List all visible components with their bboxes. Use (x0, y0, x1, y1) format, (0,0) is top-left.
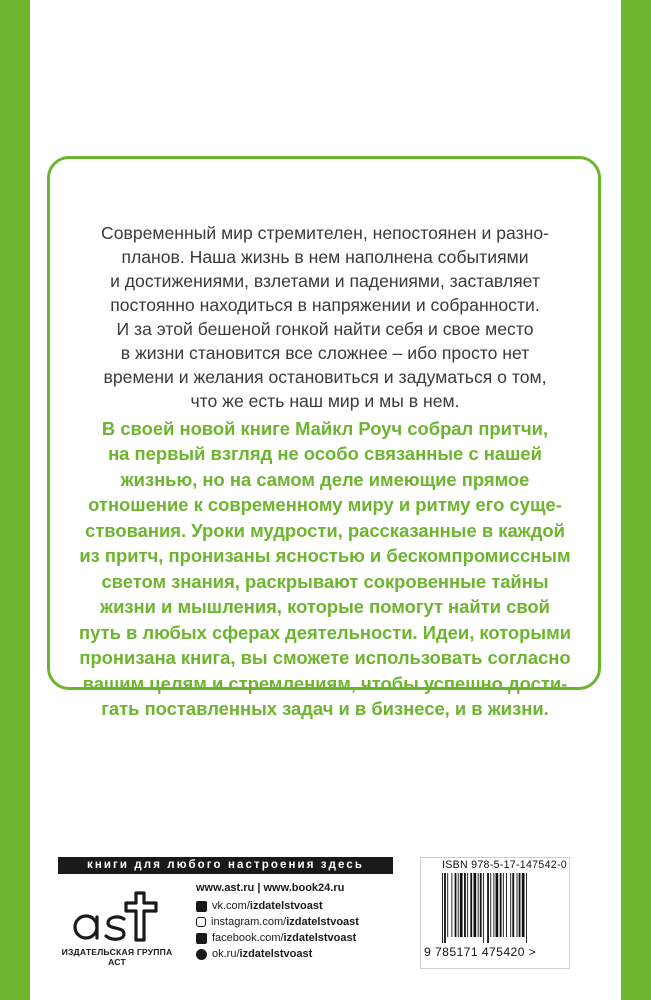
social-prefix: ok.ru/ (212, 948, 240, 960)
barcode-bar (480, 873, 482, 937)
barcode-bar (478, 873, 479, 937)
highlight-line: путь в любых сферах деятельности. Идеи, которыми (79, 621, 571, 643)
barcode-bar (500, 873, 502, 937)
highlight-line: ствования. Уроки мудрости, рассказанные в каждой (85, 519, 565, 541)
highlight-line: пронизана книга, вы сможете использовать согласно (79, 647, 571, 668)
barcode-bar (493, 873, 494, 937)
social-handle: izdatelstvoast (286, 916, 359, 928)
barcode-bar (460, 873, 463, 937)
highlight-line: на первый взгляд не особо связанные с нашей (108, 443, 542, 464)
barcode-bar (496, 873, 499, 937)
logo-text: аст (62, 885, 64, 886)
highlight-line: гать поставленных задач и в бизнесе, и в жизни. (101, 698, 549, 719)
barcode-bar (464, 873, 466, 937)
highlight-line: из притч, пронизаны ясностью и бескомпромиссным (79, 545, 571, 566)
social-handle: izdatelstvoast (249, 900, 323, 912)
ok-icon (196, 949, 207, 960)
description-paragraph (60, 197, 590, 413)
instagram-icon (196, 917, 206, 927)
highlight-line: светом знания, раскрывают сокровенные тайны (101, 570, 549, 592)
social-handle: izdatelstvoast (239, 948, 313, 960)
websites-link[interactable]: www.ast.ru | www.book24.ru (196, 882, 345, 894)
social-ok[interactable] (196, 948, 416, 960)
social-handle: izdatelstvoast (283, 932, 357, 944)
facebook-icon (196, 933, 207, 944)
barcode-bar (490, 873, 491, 937)
barcode-bar (512, 873, 514, 937)
barcode-bar (455, 873, 457, 937)
barcode-bar (487, 873, 489, 943)
description-line: времени и желания остановиться и задуматься о том, (103, 367, 547, 387)
description-line: и достижениями, взлетами и падениями, заставляет (110, 271, 540, 291)
description-line: Современный мир стремителен, непостоянен и разно- (100, 223, 550, 243)
barcode-bar (506, 873, 507, 937)
social-vk[interactable] (196, 900, 416, 912)
description-line: планов. Наша жизнь в нем наполнена событиями (121, 247, 529, 267)
barcode-bar (510, 873, 511, 937)
isbn-number: ISBN 978-5-17-147542-0 (442, 859, 567, 871)
barcode-bar (442, 873, 443, 943)
highlight-line: жизни и мышления, которые помогут найти свой (100, 596, 550, 617)
social-prefix: facebook.com/ (212, 932, 284, 944)
barcode-bar (447, 873, 448, 937)
slogan-bar: книги для любого настроения здесь (58, 857, 393, 874)
barcode-bar (519, 873, 521, 937)
description-line: в жизни становится все сложнее – ибо просто нет (120, 343, 530, 363)
highlight-paragraph (60, 390, 590, 722)
highlight-line: отношение к современному миру и ритму его суще- (88, 494, 562, 515)
barcode-bar (451, 873, 452, 937)
barcode (440, 873, 560, 943)
barcode-bar (470, 873, 472, 937)
barcode-bar (526, 873, 527, 943)
social-instagram[interactable] (196, 916, 416, 928)
barcode-bar (503, 873, 504, 937)
description-line: что же есть наш мир и мы в нем. (190, 391, 460, 411)
social-facebook[interactable] (196, 932, 416, 944)
barcode-bar (444, 873, 446, 943)
barcode-bar (458, 873, 459, 937)
barcode-bar (483, 873, 484, 943)
logo-caption: ИЗДАТЕЛЬСКАЯ ГРУППА АСТ (61, 947, 173, 967)
barcode-bar (474, 873, 477, 937)
highlight-line: жизнью, но на самом деле имеющие прямое (120, 468, 530, 490)
social-prefix: vk.com/ (212, 900, 250, 912)
description-line: постоянно находиться в напряжении и собранности. (110, 295, 540, 315)
barcode-digits: 9 785171 475420 > (424, 945, 537, 959)
barcode-bar (467, 873, 468, 937)
social-prefix: instagram.com/ (211, 916, 287, 928)
highlight-line: вашим целям и стремлениям, чтобы успешно дости- (82, 672, 568, 694)
vk-icon (196, 901, 207, 912)
barcode-bar (522, 873, 525, 937)
barcode-bar (517, 873, 518, 937)
highlight-line: В своей новой книге Майкл Роуч собрал притчи, (101, 417, 549, 439)
description-line: И за этой бешеной гонкой найти себя и свое место (116, 319, 534, 339)
